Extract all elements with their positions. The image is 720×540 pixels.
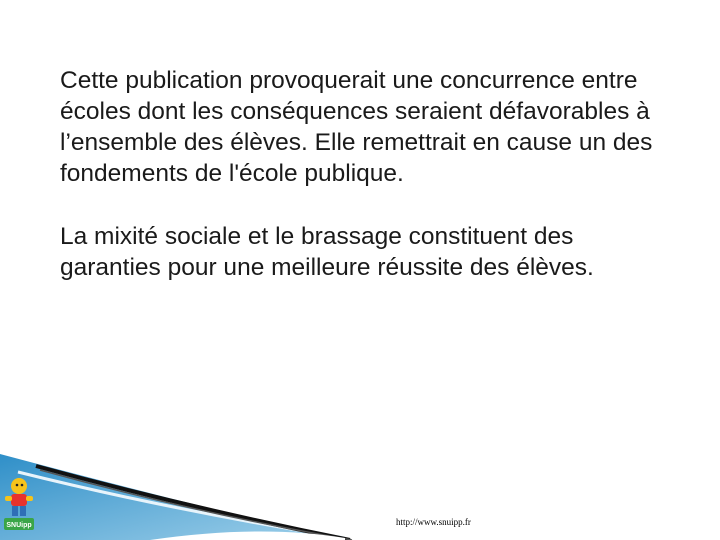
paragraph-2: La mixité sociale et le brassage constituent des garanties pour une meilleure réussite des élèves. [60,223,594,281]
footer-url: http://www.snuipp.fr [396,517,471,527]
snuipp-logo [2,474,36,536]
paragraph-1: Cette publication provoquerait une concurrence entre écoles dont les conséquences seraient défavorables à l’ensemble des élèves. Elle remettrait en cause un des fondements de l'école publique. [60,67,653,187]
footer-swoosh [0,450,360,540]
slide-body [60,65,660,283]
logo-text: SNUipp [6,522,32,529]
